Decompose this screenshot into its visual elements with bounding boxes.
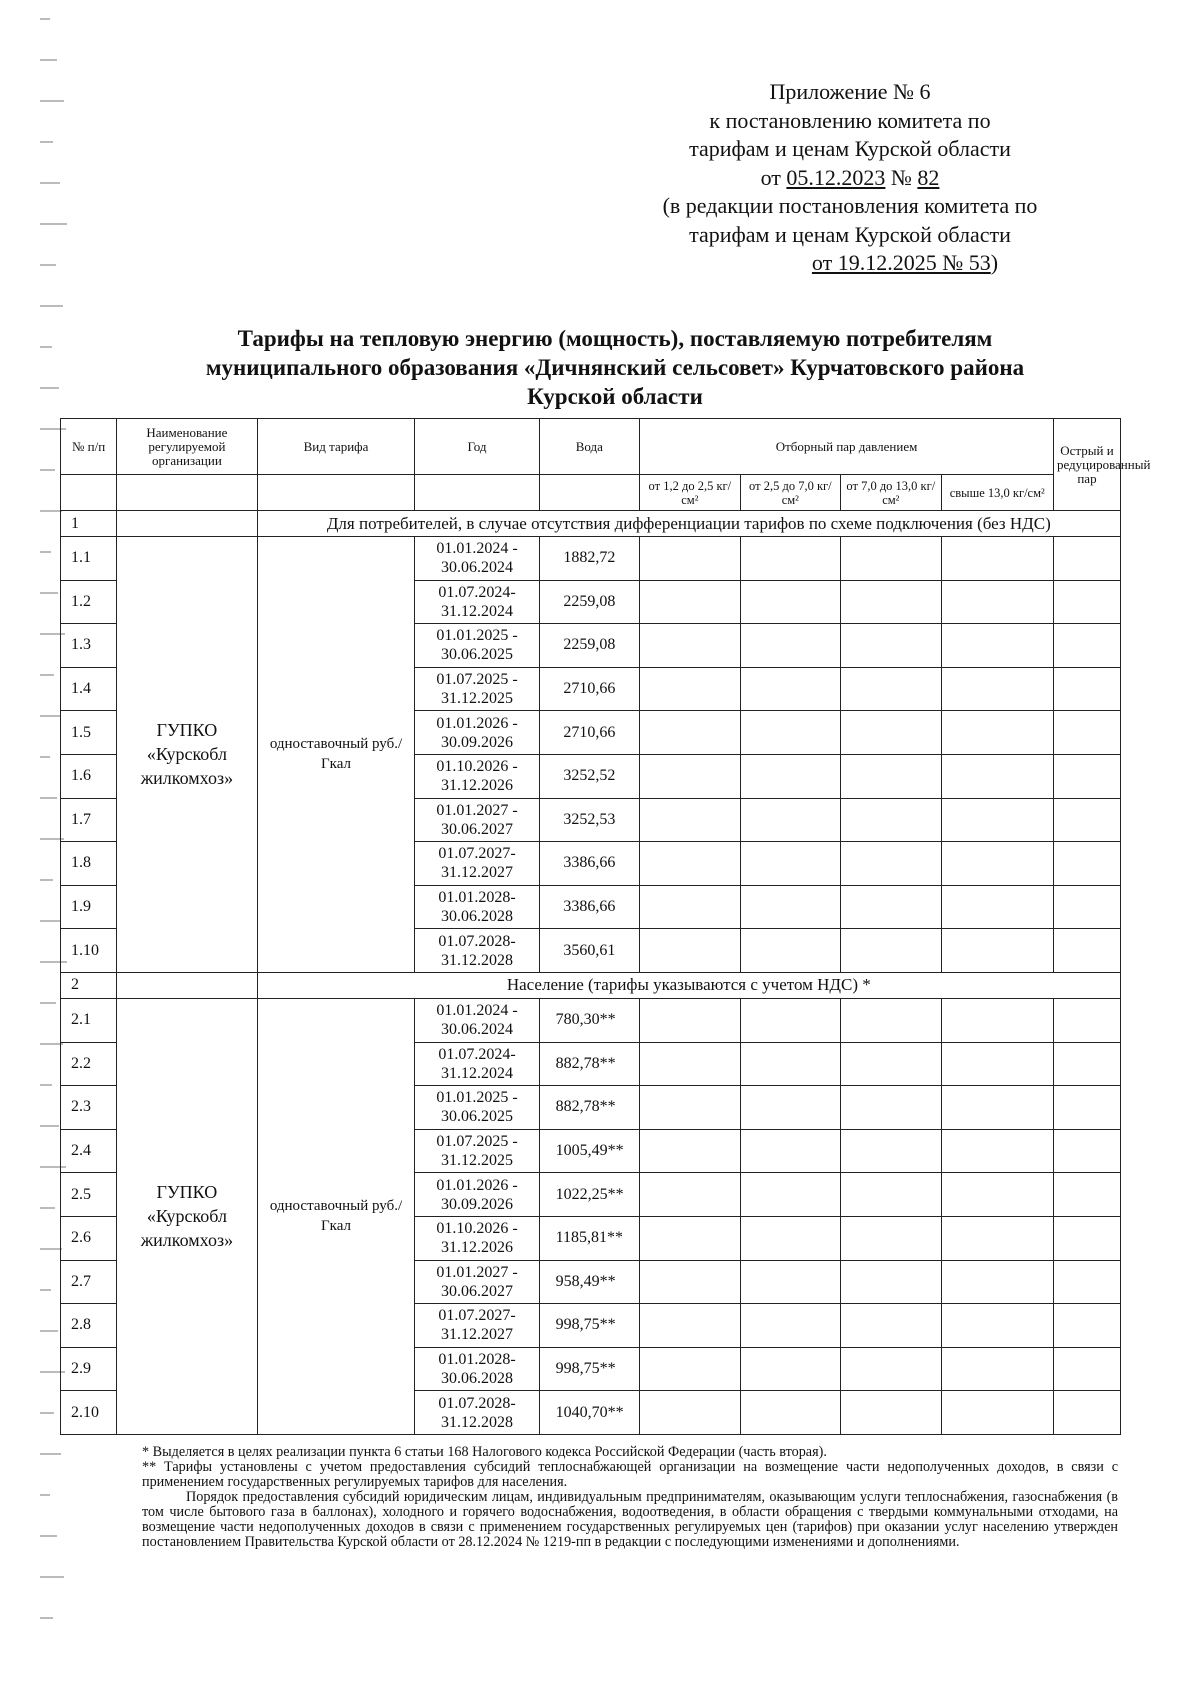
empty-cell (1053, 1042, 1120, 1086)
table-subheader-row (61, 475, 1121, 511)
scan-mark (40, 1207, 55, 1209)
empty-cell (740, 537, 840, 581)
scan-mark (40, 592, 58, 594)
row-num: 1.2 (61, 580, 117, 624)
scan-mark (40, 510, 62, 512)
org-name: ГУПКО «Курскобл жилкомхоз» (117, 537, 257, 973)
empty-cell (841, 1216, 941, 1260)
empty-cell (740, 1260, 840, 1304)
row-period: 01.07.2024- 31.12.2024 (415, 580, 539, 624)
row-period: 01.01.2025 - 30.06.2025 (415, 1086, 539, 1130)
empty-cell (740, 1173, 840, 1217)
row-num: 1.6 (61, 754, 117, 798)
empty-cell (1053, 998, 1120, 1042)
scan-mark (40, 879, 53, 881)
header-empty (257, 475, 415, 511)
empty-cell (1053, 1304, 1120, 1348)
empty-cell (640, 1347, 740, 1391)
empty-cell (740, 624, 840, 668)
empty-cell (1053, 711, 1120, 755)
empty-cell (740, 1304, 840, 1348)
empty-cell (1053, 667, 1120, 711)
scan-mark (40, 100, 64, 102)
row-period: 01.07.2028- 31.12.2028 (415, 1391, 539, 1435)
empty-cell (841, 1260, 941, 1304)
empty-cell (841, 1347, 941, 1391)
row-num: 2.10 (61, 1391, 117, 1435)
empty-cell (841, 798, 941, 842)
appendix-number: 82 (917, 164, 940, 190)
empty-cell (640, 1042, 740, 1086)
empty-cell (1053, 885, 1120, 929)
empty-cell (1053, 1260, 1120, 1304)
empty-cell (740, 1042, 840, 1086)
empty-cell (841, 885, 941, 929)
scan-mark (40, 1453, 61, 1455)
appendix-revision: от 19.12.2025 № 53 (811, 250, 991, 275)
appendix-paren: ) (990, 250, 999, 275)
row-period: 01.07.2025 - 31.12.2025 (415, 667, 539, 711)
empty-cell (640, 929, 740, 973)
empty-cell (841, 1391, 941, 1435)
row-num: 2.9 (61, 1347, 117, 1391)
empty-cell (941, 624, 1053, 668)
scan-mark (40, 223, 67, 225)
scan-mark (40, 1494, 50, 1496)
org-name: ГУПКО «Курскобл жилкомхоз» (117, 998, 257, 1434)
scan-mark (40, 1330, 58, 1332)
title-line: Курской области (527, 384, 703, 409)
row-water-value: 3386,66 (539, 842, 639, 886)
row-num: 1.4 (61, 667, 117, 711)
table-row (61, 998, 1121, 1042)
footnote-3: Порядок предоставления субсидий юридическим лицам, индивидуальным предпринимателям, оказывающим услуги теплоснабжения, газоснабжения (в том числе бытового газа в баллонах), холодного и горячего водоснабжения, водоотведения, в области обращения с твердыми коммунальными отходами, на возмещение части недополученных доходов в связи с применением государственных регулируемых цен (тарифов) при оказании услуг населению утвержден постановлением Правительства Курской области от 28.12.2024 № 1219-пп в редакции с последующими изменениями и дополнениями. (142, 1489, 1118, 1550)
empty-cell (640, 842, 740, 886)
row-period: 01.01.2026 - 30.09.2026 (415, 711, 539, 755)
row-num: 1.10 (61, 929, 117, 973)
empty-cell (941, 1391, 1053, 1435)
empty-cell (841, 537, 941, 581)
scan-mark (40, 797, 57, 799)
header-num: № п/п (61, 419, 117, 475)
empty-cell (740, 1347, 840, 1391)
empty-cell (1053, 798, 1120, 842)
row-num: 2.4 (61, 1129, 117, 1173)
row-water-value: 882,78** (539, 1086, 639, 1130)
empty-cell (740, 998, 840, 1042)
row-water-value: 2710,66 (539, 667, 639, 711)
empty-cell (941, 842, 1053, 886)
row-num: 1.7 (61, 798, 117, 842)
tariff-type: одноставочный руб./Гкал (257, 998, 415, 1434)
empty-cell (740, 929, 840, 973)
section-empty (117, 972, 257, 998)
row-period: 01.07.2027- 31.12.2027 (415, 1304, 539, 1348)
empty-cell (740, 754, 840, 798)
empty-cell (941, 885, 1053, 929)
header-empty (117, 475, 257, 511)
table-row (61, 537, 1121, 581)
scan-mark (40, 674, 54, 676)
empty-cell (740, 1129, 840, 1173)
empty-cell (941, 1347, 1053, 1391)
row-num: 1.5 (61, 711, 117, 755)
row-water-value: 3560,61 (539, 929, 639, 973)
row-num: 1.3 (61, 624, 117, 668)
empty-cell (640, 537, 740, 581)
empty-cell (640, 754, 740, 798)
empty-cell (941, 667, 1053, 711)
row-water-value: 998,75** (539, 1304, 639, 1348)
appendix-line: (в редакции постановления комитета по (662, 193, 1038, 218)
empty-cell (941, 1260, 1053, 1304)
empty-cell (941, 798, 1053, 842)
document-title (120, 324, 1110, 411)
empty-cell (941, 754, 1053, 798)
empty-cell (640, 885, 740, 929)
row-water-value: 1185,81** (539, 1216, 639, 1260)
section-row (61, 511, 1121, 537)
scan-mark (40, 920, 60, 922)
appendix-line: тарифам и ценам Курской области (689, 136, 1011, 161)
empty-cell (1053, 1173, 1120, 1217)
empty-cell (1053, 624, 1120, 668)
scan-mark (40, 305, 63, 307)
appendix-line (600, 249, 1100, 278)
section-empty (117, 511, 257, 537)
section-title: Для потребителей, в случае отсутствия дифференциации тарифов по схеме подключения (без НДС) (257, 511, 1120, 537)
empty-cell (640, 580, 740, 624)
appendix-line: тарифам и ценам Курской области (689, 221, 1011, 247)
empty-cell (740, 667, 840, 711)
empty-cell (640, 711, 740, 755)
empty-cell (740, 711, 840, 755)
row-period: 01.01.2028- 30.06.2028 (415, 885, 539, 929)
empty-cell (1053, 1391, 1120, 1435)
scan-mark (40, 1576, 64, 1578)
row-period: 01.01.2026 - 30.09.2026 (415, 1173, 539, 1217)
empty-cell (841, 667, 941, 711)
scan-mark (40, 1289, 51, 1291)
header-empty (539, 475, 639, 511)
empty-cell (841, 929, 941, 973)
scan-mark (40, 18, 50, 20)
tariff-type: одноставочный руб./Гкал (257, 537, 415, 973)
empty-cell (941, 1216, 1053, 1260)
empty-cell (1053, 1347, 1120, 1391)
row-num: 2.2 (61, 1042, 117, 1086)
row-water-value: 780,30** (539, 998, 639, 1042)
empty-cell (941, 711, 1053, 755)
section-num: 1 (61, 511, 117, 537)
row-water-value: 882,78** (539, 1042, 639, 1086)
row-period: 01.07.2024- 31.12.2024 (415, 1042, 539, 1086)
scan-mark (40, 551, 51, 553)
table-header-row (61, 419, 1121, 475)
row-water-value: 1040,70** (539, 1391, 639, 1435)
empty-cell (1053, 842, 1120, 886)
footnotes (142, 1445, 1118, 1550)
row-num: 2.6 (61, 1216, 117, 1260)
row-num: 1.8 (61, 842, 117, 886)
row-water-value: 2259,08 (539, 580, 639, 624)
appendix-number-sign: № (885, 164, 918, 190)
row-water-value: 1005,49** (539, 1129, 639, 1173)
empty-cell (941, 929, 1053, 973)
section-row (61, 972, 1121, 998)
scan-mark (40, 59, 57, 61)
row-water-value: 3252,53 (539, 798, 639, 842)
header-steam: Отборный пар давлением (640, 419, 1054, 475)
row-water-value: 3252,52 (539, 754, 639, 798)
empty-cell (841, 1086, 941, 1130)
empty-cell (841, 754, 941, 798)
empty-cell (740, 1391, 840, 1435)
empty-cell (640, 667, 740, 711)
row-num: 1.9 (61, 885, 117, 929)
row-water-value: 998,75** (539, 1347, 639, 1391)
row-water-value: 3386,66 (539, 885, 639, 929)
scan-mark (40, 141, 53, 143)
empty-cell (941, 1304, 1053, 1348)
empty-cell (941, 580, 1053, 624)
scan-mark (40, 1125, 59, 1127)
scan-mark (40, 1617, 53, 1619)
scan-mark (40, 1412, 54, 1414)
row-water-value: 2259,08 (539, 624, 639, 668)
empty-cell (740, 842, 840, 886)
appendix-from: от (760, 164, 787, 190)
footnote-2: ** Тарифы установлены с учетом предоставления субсидий теплоснабжающей организации на возмещение части недополученных доходов, в связи с применением государственных регулируемых тарифов для населения. (142, 1459, 1118, 1490)
empty-cell (841, 842, 941, 886)
title-line: муниципального образования «Дичнянский сельсовет» Курчатовского района (205, 355, 1025, 380)
empty-cell (1053, 929, 1120, 973)
row-period: 01.01.2027 - 30.06.2027 (415, 1260, 539, 1304)
empty-cell (640, 1304, 740, 1348)
row-period: 01.01.2027 - 30.06.2027 (415, 798, 539, 842)
empty-cell (841, 1304, 941, 1348)
empty-cell (740, 1086, 840, 1130)
empty-cell (640, 1129, 740, 1173)
appendix-header (600, 78, 1100, 278)
header-pressure-1: от 1,2 до 2,5 кг/см² (640, 475, 740, 511)
empty-cell (740, 1216, 840, 1260)
row-num: 2.1 (61, 998, 117, 1042)
empty-cell (640, 624, 740, 668)
scan-mark (40, 387, 59, 389)
empty-cell (941, 1173, 1053, 1217)
scan-mark (40, 1084, 52, 1086)
scan-mark (40, 346, 52, 348)
empty-cell (941, 537, 1053, 581)
empty-cell (841, 1173, 941, 1217)
header-water: Вода (539, 419, 639, 475)
empty-cell (841, 580, 941, 624)
appendix-date: 05.12.2023 (786, 164, 886, 190)
row-period: 01.10.2026 - 31.12.2026 (415, 1216, 539, 1260)
empty-cell (841, 624, 941, 668)
row-period: 01.01.2024 - 30.06.2024 (415, 998, 539, 1042)
row-period: 01.10.2026 - 31.12.2026 (415, 754, 539, 798)
header-type: Вид тарифа (257, 419, 415, 475)
row-period: 01.07.2028- 31.12.2028 (415, 929, 539, 973)
empty-cell (640, 1173, 740, 1217)
empty-cell (941, 1129, 1053, 1173)
scan-mark (40, 1248, 62, 1250)
empty-cell (1053, 1129, 1120, 1173)
appendix-line: Приложение № 6 (769, 79, 931, 104)
empty-cell (1053, 580, 1120, 624)
scan-mark (40, 182, 60, 184)
empty-cell (740, 798, 840, 842)
header-empty (61, 475, 117, 511)
empty-cell (640, 1391, 740, 1435)
row-water-value: 1882,72 (539, 537, 639, 581)
header-pressure-2: от 2,5 до 7,0 кг/см² (740, 475, 840, 511)
header-pressure-3: от 7,0 до 13,0 кг/см² (841, 475, 941, 511)
row-period: 01.07.2027- 31.12.2027 (415, 842, 539, 886)
appendix-line: к постановлению комитета по (709, 107, 991, 133)
row-water-value: 2710,66 (539, 711, 639, 755)
empty-cell (640, 1216, 740, 1260)
header-pressure-4: свыше 13,0 кг/см² (941, 475, 1053, 511)
empty-cell (1053, 1086, 1120, 1130)
row-water-value: 1022,25** (539, 1173, 639, 1217)
scan-mark (40, 1002, 56, 1004)
tariffs-table (60, 418, 1151, 1435)
empty-cell (941, 1042, 1053, 1086)
row-water-value: 958,49** (539, 1260, 639, 1304)
row-num: 2.7 (61, 1260, 117, 1304)
empty-cell (640, 998, 740, 1042)
header-year: Год (415, 419, 539, 475)
empty-cell (841, 711, 941, 755)
empty-cell (740, 580, 840, 624)
empty-cell (1053, 1216, 1120, 1260)
row-period: 01.01.2024 - 30.06.2024 (415, 537, 539, 581)
scan-mark (40, 469, 55, 471)
empty-cell (841, 998, 941, 1042)
empty-cell (640, 1260, 740, 1304)
empty-cell (841, 1129, 941, 1173)
row-period: 01.07.2025 - 31.12.2025 (415, 1129, 539, 1173)
row-num: 2.5 (61, 1173, 117, 1217)
row-num: 2.3 (61, 1086, 117, 1130)
header-sharp-steam: Острый и редуцированный пар (1053, 419, 1120, 511)
header-empty (415, 475, 539, 511)
empty-cell (841, 1042, 941, 1086)
section-num: 2 (61, 972, 117, 998)
header-org: Наименование регулируемой организации (117, 419, 257, 475)
empty-cell (941, 998, 1053, 1042)
scan-mark (40, 756, 50, 758)
empty-cell (640, 798, 740, 842)
appendix-date-line (600, 164, 1100, 193)
row-num: 1.1 (61, 537, 117, 581)
footnote-1: * Выделяется в целях реализации пункта 6 статьи 168 Налогового кодекса Российской Федерации (часть вторая). (142, 1444, 827, 1460)
empty-cell (640, 1086, 740, 1130)
empty-cell (1053, 537, 1120, 581)
scan-mark (40, 264, 56, 266)
scan-mark (40, 1535, 57, 1537)
empty-cell (941, 1086, 1053, 1130)
row-period: 01.01.2025 - 30.06.2025 (415, 624, 539, 668)
empty-cell (740, 885, 840, 929)
scan-mark (40, 715, 61, 717)
row-num: 2.8 (61, 1304, 117, 1348)
row-period: 01.01.2028- 30.06.2028 (415, 1347, 539, 1391)
title-line: Тарифы на тепловую энергию (мощность), поставляемую потребителям (237, 326, 993, 351)
section-title: Население (тарифы указываются с учетом НДС) * (257, 972, 1120, 998)
empty-cell (1053, 754, 1120, 798)
